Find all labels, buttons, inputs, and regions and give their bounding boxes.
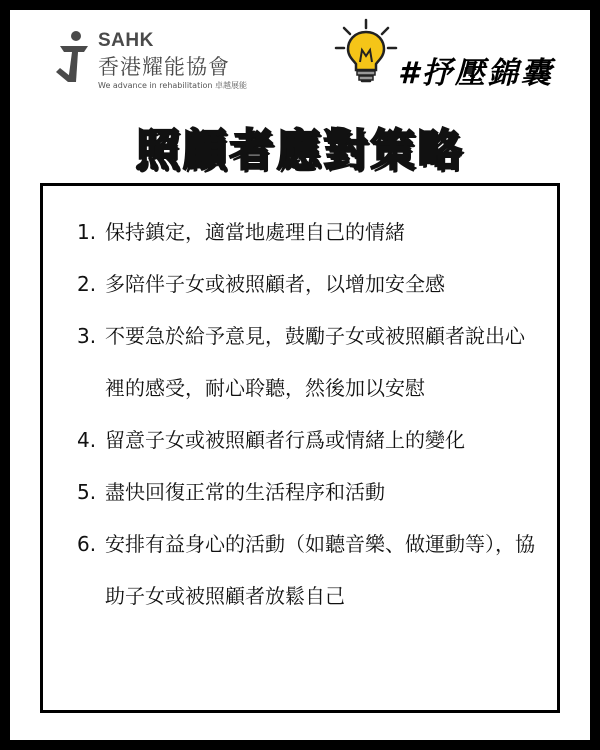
poster-frame xyxy=(10,10,590,740)
item-text: 留意子女或被照顧者行爲或情緒上的變化 xyxy=(105,428,465,452)
sahk-logo xyxy=(54,28,254,92)
logo-chinese-name: 香港耀能協會 xyxy=(98,55,230,79)
page-title: 照顧者應對策略 xyxy=(135,125,465,176)
list-item xyxy=(77,310,537,414)
strategy-list xyxy=(77,206,537,622)
strategy-box xyxy=(40,183,560,713)
item-text: 多陪伴子女或被照顧者，以增加安全感 xyxy=(105,272,445,296)
item-text: 不要急於給予意見，鼓勵子女或被照顧者說出心裡的感受，耐心聆聽，然後加以安慰 xyxy=(105,324,525,400)
logo-tagline: We advance in rehabilitation 卓越展能 xyxy=(98,81,247,90)
list-item xyxy=(77,414,537,466)
item-text: 盡快回復正常的生活程序和活動 xyxy=(105,480,385,504)
item-number: 6. xyxy=(77,532,97,556)
logo-abbr: SAHK xyxy=(98,30,154,51)
hashtag-heading: #抒壓錦囊 xyxy=(398,56,554,91)
sahk-logo-icon xyxy=(54,28,94,84)
item-text: 安排有益身心的活動（如聽音樂、做運動等），協助子女或被照顧者放鬆自己 xyxy=(105,532,535,608)
list-item xyxy=(77,518,537,622)
list-item xyxy=(77,258,537,310)
lightbulb-icon xyxy=(334,18,398,84)
item-number: 4. xyxy=(77,428,97,452)
item-number: 5. xyxy=(77,480,97,504)
list-item xyxy=(77,466,537,518)
list-item xyxy=(77,206,537,258)
item-text: 保持鎮定，適當地處理自己的情緒 xyxy=(105,220,405,244)
item-number: 2. xyxy=(77,272,97,296)
item-number: 3. xyxy=(77,324,97,348)
item-number: 1. xyxy=(77,220,97,244)
